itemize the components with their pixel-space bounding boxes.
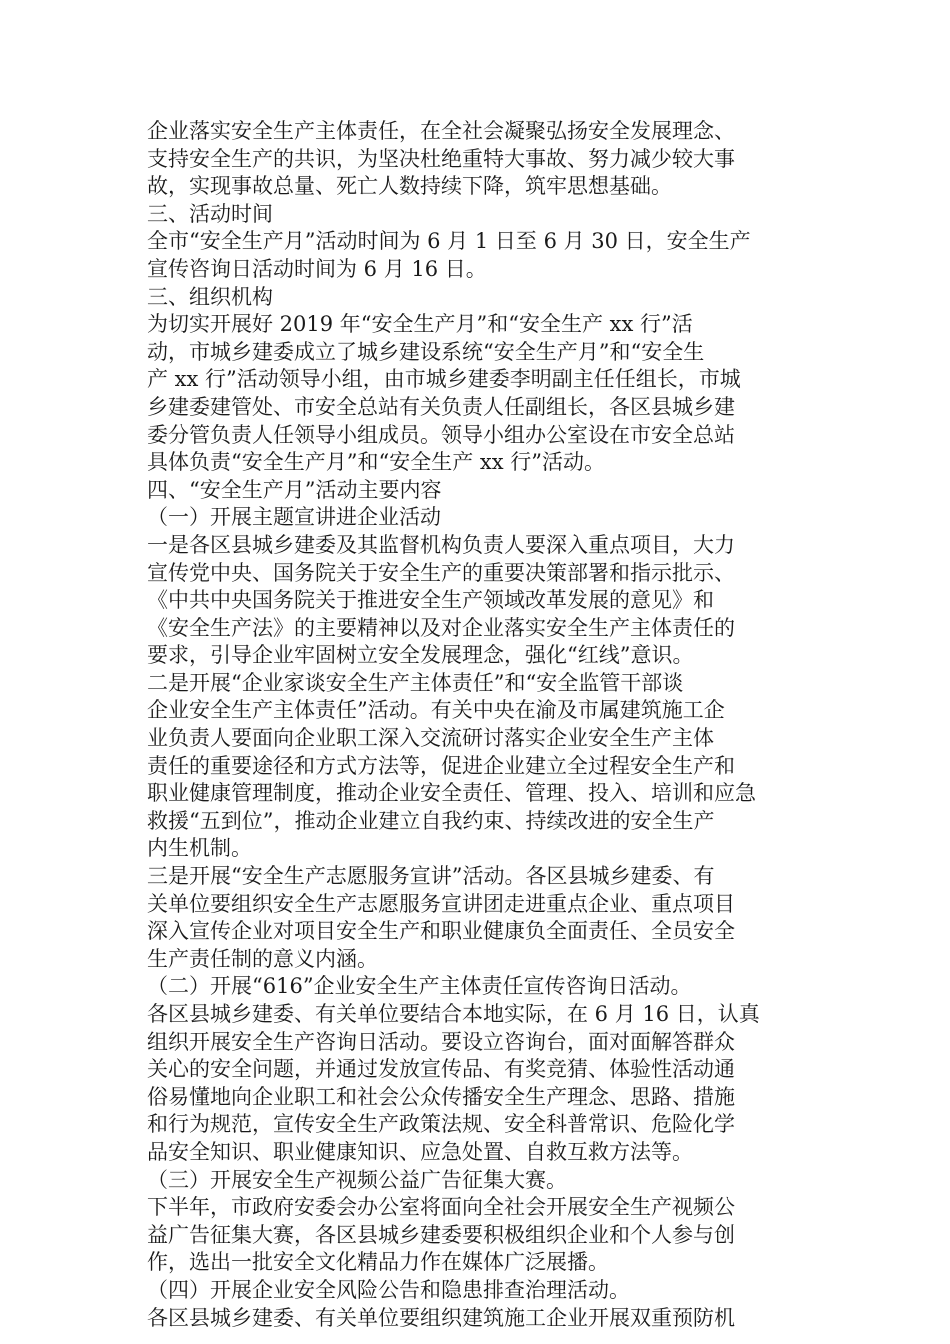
text-line: 职业健康管理制度，推动企业安全责任、管理、投入、培训和应急 [147,781,756,806]
text-line: 宣传咨询日活动时间为 6 月 16 日。 [147,256,487,281]
text-line: 各区县城乡建委、有关单位要结合本地实际，在 6 月 16 日，认真 [147,1002,760,1026]
text-line: 责任的重要途径和方式方法等，促进企业建立全过程安全生产和 [147,753,735,778]
text-line: 委分管负责人任领导小组成员。领导小组办公室设在市安全总站 [147,422,735,447]
document-body [147,118,807,1332]
text-line: 宣传党中央、国务院关于安全生产的重要决策部署和指示批示、 [147,560,735,585]
text-line: 品安全知识、职业健康知识、应急处置、自救互救方法等。 [147,1139,693,1164]
text-line: 乡建委建管处、市安全总站有关负责人任副组长，各区县城乡建 [147,394,735,419]
text-line: 下半年，市政府安委会办公室将面向全社会开展安全生产视频公 [147,1195,735,1220]
subsection-heading: （一）开展主题宣讲进企业活动 [147,505,441,530]
section-heading: 四、“安全生产月”活动主要内容 [147,477,442,502]
text-line: 关单位要组织安全生产志愿服务宣讲团走进重点企业、重点项目 [147,891,735,916]
subsection-heading: （三）开展安全生产视频公益广告征集大赛。 [147,1167,567,1192]
text-line: 《安全生产法》的主要精神以及对企业落实安全生产主体责任的 [147,615,735,640]
text-line: 二是开展“企业家谈安全生产主体责任”和“安全监管干部谈 [147,670,684,695]
text-line: 救援“五到位”，推动企业建立自我约束、持续改进的安全生产 [147,808,715,833]
text-line: 一是各区县城乡建委及其监督机构负责人要深入重点项目，大力 [147,532,735,557]
text-line: 生产责任制的意义内涵。 [147,946,378,971]
text-line: 组织开展安全生产咨询日活动。要设立咨询台，面对面解答群众 [147,1029,735,1054]
text-line: 关心的安全问题，并通过发放宣传品、有奖竞猜、体验性活动通 [147,1057,735,1082]
text-line: 企业落实安全生产主体责任，在全社会凝聚弘扬安全发展理念、 [147,119,735,143]
text-line: 全市“安全生产月”活动时间为 6 月 1 日至 6 月 30 日，安全生产 [147,229,751,254]
text-line: 产 xx 行”活动领导小组，由市城乡建委李明副主任任组长，市城 [147,367,741,392]
subsection-heading: （二）开展“616”企业安全生产主体责任宣传咨询日活动。 [147,974,692,999]
text-line: 企业安全生产主体责任”活动。有关中央在渝及市属建筑施工企 [147,698,725,723]
text-line: 三是开展“安全生产志愿服务宣讲”活动。各区县城乡建委、有 [147,864,715,889]
text-line: 要求，引导企业牢固树立安全发展理念，强化“红线”意识。 [147,643,694,668]
text-line: 动，市城乡建委成立了城乡建设系统“安全生产月”和“安全生 [147,339,705,364]
text-line: 深入宣传企业对项目安全生产和职业健康负全面责任、全员安全 [147,919,735,944]
text-line: 和行为规范，宣传安全生产政策法规、安全科普常识、危险化学 [147,1112,735,1137]
text-line: 作，选出一批安全文化精品力作在媒体广泛展播。 [147,1250,609,1275]
text-line: 俗易懂地向企业职工和社会公众传播安全生产理念、思路、措施 [147,1084,735,1109]
text-line: 各区县城乡建委、有关单位要组织建筑施工企业开展双重预防机 [147,1305,735,1330]
text-line: 业负责人要面向企业职工深入交流研讨落实企业安全生产主体 [147,726,714,751]
text-line: 《中共中央国务院关于推进安全生产领域改革发展的意见》和 [147,588,714,613]
text-line: 内生机制。 [147,836,252,861]
text-line: 故，实现事故总量、死亡人数持续下降，筑牢思想基础。 [147,174,672,199]
subsection-heading: （四）开展企业安全风险公告和隐患排查治理活动。 [147,1277,630,1302]
section-heading: 三、组织机构 [147,284,273,309]
text-line: 具体负责“安全生产月”和“安全生产 xx 行”活动。 [147,450,605,475]
text-line: 支持安全生产的共识，为坚决杜绝重特大事故、努力减少较大事 [147,146,735,171]
section-heading: 三、活动时间 [147,201,273,226]
text-line: 为切实开展好 2019 年“安全生产月”和“安全生产 xx 行”活 [147,312,693,337]
text-line: 益广告征集大赛，各区县城乡建委要积极组织企业和个人参与创 [147,1222,735,1247]
